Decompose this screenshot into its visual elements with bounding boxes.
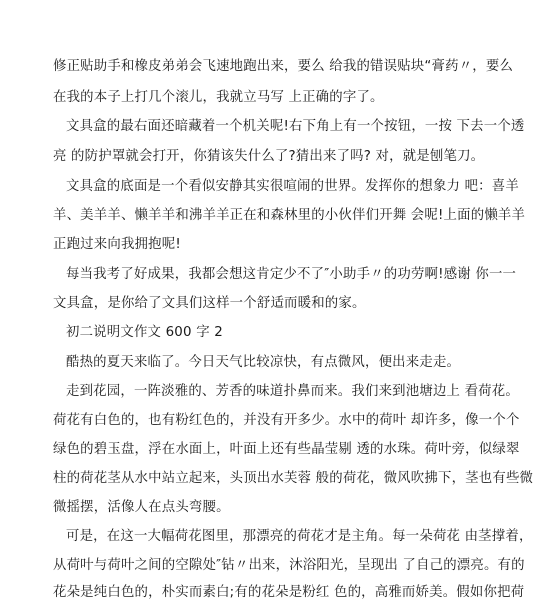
text-line: 酷热的夏天来临了。今日天气比较凉快，有点微风，便出来走走。 — [66, 355, 461, 370]
section-heading: 初二说明文作文 600 字 2 — [66, 325, 223, 340]
text-line: 文具盒的底面是一个看似安静其实很喧闹的世界。发挥你的想象力 吧：喜羊 — [66, 179, 519, 194]
text-line: 花朵是纯白色的，朴实而素白;有的花朵是粉红 色的，高雅而娇美。假如你把荷 — [53, 585, 525, 600]
text-line: 文具盒，是你给了文具们这样一个舒适而暖和的家。 — [53, 296, 366, 311]
text-line: 修正贴助手和橡皮弟弟会飞速地跑出来，要么 给我的错误贴块“膏药〃，要么 — [53, 59, 514, 74]
text-line: 微摇摆，活像人在点头弯腰。 — [53, 500, 230, 515]
text-line: 正跑过来向我拥抱呢! — [53, 237, 181, 252]
text-line: 荷花有白色的，也有粉红色的，并没有开多少。水中的荷叶 却许多，像一个个 — [53, 413, 520, 428]
text-line: 文具盒的最右面还暗藏着一个机关呢!右下角上有一个按钮，一按 下去一个透 — [66, 119, 525, 134]
text-line: 走到花园，一阵淡雅的、芳香的味道扑鼻而来。我们来到池塘边上 看荷花。 — [66, 384, 519, 399]
text-line: 每当我考了好成果，我都会想这肯定少不了″小助手〃的功劳啊!感谢 你一一 — [66, 267, 517, 282]
text-line: 在我的本子上打几个滚儿，我就立马写 上正确的字了。 — [53, 90, 384, 105]
text-line: 柱的荷花茎从水中站立起来，头顶出水芙蓉 般的荷花，微风吹拂下，茎也有些微 — [53, 471, 533, 486]
text-line: 亮 的防护罩就会打开，你猜该失什么了?猜出来了吗? 对，就是刨笔刀。 — [53, 149, 485, 164]
text-line: 绿色的碧玉盘，浮在水面上，叶面上还有些晶莹剔 透的水珠。荷叶旁，似绿翠 — [53, 442, 520, 457]
text-line: 可是，在这一大幅荷花图里，那漂亮的荷花才是主角。每一朵荷花 由茎撑着， — [66, 529, 533, 544]
text-line: 羊、美羊羊、懒羊羊和沸羊羊正在和森林里的小伙伴们开舞 会呢!上面的懒羊羊 — [53, 208, 526, 223]
text-line: 从荷叶与荷叶之间的空隙处″钻〃出来，沐浴阳光，呈现出 了自己的漂亮。有的 — [53, 558, 525, 573]
